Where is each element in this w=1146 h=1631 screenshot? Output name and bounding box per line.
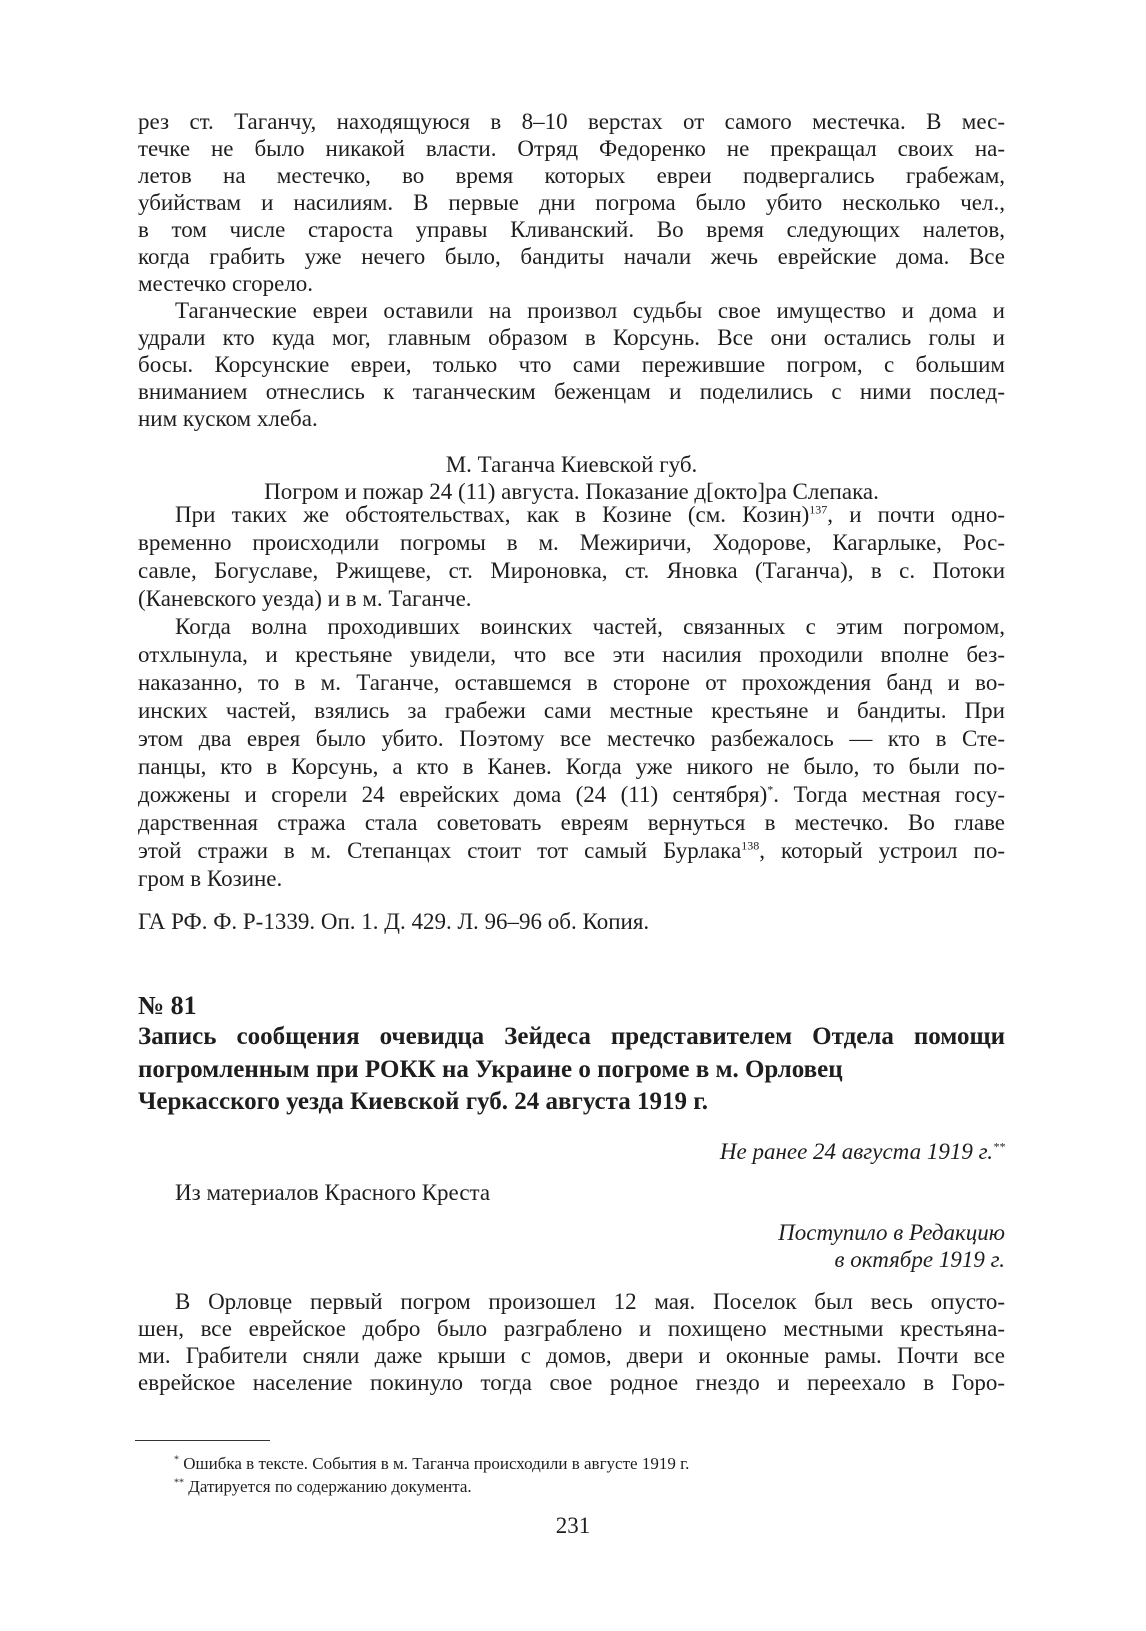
paragraph <box>138 501 1005 613</box>
footnote <box>174 1476 472 1498</box>
footnote-text: Ошибка в тексте. События в м. Таганча происходили в августе 1919 г. <box>179 1454 690 1473</box>
line-text: этой стражи в м. Степанцах стоит тот самый Бурлака <box>138 838 742 863</box>
heading-place: М. Таганча Киевской губ. <box>445 452 698 477</box>
text-line <box>138 557 1005 585</box>
text-line: местечко сгорело. <box>138 271 314 296</box>
title-line: Черкасского уезда Киевской губ. 24 августа 1919 г. <box>138 1088 709 1115</box>
title-line: погромленным при РОКК на Украине о погроме в м. Орловец <box>138 1055 843 1083</box>
document-title <box>138 1021 1005 1119</box>
text-line: течке не было никакой власти. Отряд Федоренко не прекращал своих на- <box>138 136 1005 161</box>
paragraph <box>138 613 1005 893</box>
text-line: В Орловце первый погром произошел 12 мая. Поселок был весь опусто- <box>175 1289 1005 1314</box>
footnote-ref: 138 <box>741 838 760 853</box>
footnote-mark: ** <box>174 1477 184 1489</box>
line-text: гром в Козине. <box>138 866 283 891</box>
text-line <box>138 501 1005 529</box>
text-line <box>138 753 1005 781</box>
text-line: еврейское население покинуло тогда свое родное гнездо и переехало в Горо- <box>138 1370 1005 1395</box>
title-line: Запись сообщения очевидца Зейдеса представителем Отдела помощи <box>138 1023 1005 1050</box>
body-text-section-2 <box>138 501 1005 893</box>
line-text: панцы, кто в Корсунь, а кто в Канев. Когда уже никого не было, то были по- <box>138 754 1005 779</box>
text-line: босы. Корсунские евреи, только что сами пережившие погром, с большим <box>138 352 1005 377</box>
line-text: савле, Богуславе, Ржищеве, ст. Мироновка, ст. Яновка (Таганча), в с. Потоки <box>138 558 1005 583</box>
source-citation: ГА РФ. Ф. Р-1339. Оп. 1. Д. 429. Л. 96–96 об. Копия. <box>138 909 650 934</box>
page-number: 231 <box>555 1513 591 1538</box>
text-line: рез ст. Таганчу, находящуюся в 8–10 верстах от самого местечка. В мес- <box>138 109 1005 134</box>
document-number <box>138 992 1005 1019</box>
footnote-ref: * <box>767 782 774 797</box>
line-text: этом два еврея было убито. Поэтому все местечко разбежалось — кто в Сте- <box>138 726 1005 751</box>
line-text: . Тогда местная госу- <box>773 782 1005 807</box>
text-line <box>138 697 1005 725</box>
text-line <box>138 837 1005 865</box>
line-text: , который устроил по- <box>759 838 1005 863</box>
text-line: летов на местечко, во время которых евреи подвергались грабежам, <box>138 163 1005 188</box>
text-line: когда грабить уже нечего было, бандиты начали жечь еврейские дома. Все <box>138 244 1005 269</box>
document-origin <box>138 1179 1005 1206</box>
paragraph <box>138 297 1005 432</box>
received-line: Поступило в Редакцию <box>778 1220 1005 1245</box>
text-line <box>138 641 1005 669</box>
line-text: отхлынула, и крестьяне увидели, что все эти насилия проходили вполне без- <box>138 642 1005 667</box>
line-text: наказанно, то в м. Таганче, оставшемся в стороне от прохождения банд и во- <box>138 670 1005 695</box>
document-number-text: № 81 <box>138 991 197 1020</box>
text-line: убийствам и насилиям. В первые дни погрома было убито несколько чел., <box>138 190 1005 215</box>
text-line <box>138 669 1005 697</box>
text-line <box>138 781 1005 809</box>
text-line: ми. Грабители сняли даже крыши с домов, двери и оконные рамы. Почти все <box>138 1343 1005 1368</box>
line-text: , и почти одно- <box>827 502 1005 527</box>
text-line <box>138 809 1005 837</box>
archive-source <box>138 908 1005 935</box>
origin-text: Из материалов Красного Креста <box>175 1180 491 1205</box>
footnote-divider <box>135 1440 270 1441</box>
line-text: инских частей, взялись за грабежи сами местные крестьяне и бандиты. При <box>138 698 1005 723</box>
text-line: шен, все еврейское добро было разграблено и похищено местными крестьяна- <box>138 1316 1005 1341</box>
text-line: ним куском хлеба. <box>138 406 318 431</box>
line-text: Когда волна проходивших воинских частей, связанных с этим погромом, <box>175 614 1005 639</box>
line-text: дарственная стража стала советовать евреям вернуться в местечко. Во главе <box>138 810 1005 835</box>
line-text: При таких же обстоятельствах, как в Козине (см. Козин) <box>175 502 810 527</box>
heading-subtitle: Погром и пожар 24 (11) августа. Показание д[окто]ра Слепака. <box>264 479 879 504</box>
text-line <box>138 865 1005 893</box>
footnote <box>174 1453 689 1475</box>
text-line <box>138 585 1005 613</box>
footnote-mark: * <box>174 1454 179 1466</box>
line-text: (Каневского уезда) и в м. Таганче. <box>138 586 472 611</box>
text-line <box>138 725 1005 753</box>
text-line: в том числе староста управы Кливанский. Во время следующих налетов, <box>138 217 1005 242</box>
line-text: временно происходили погромы в м. Межиричи, Ходорове, Кагарлыке, Рос- <box>138 530 1005 555</box>
text-line: Таганческие евреи оставили на произвол судьбы свое имущество и дома и <box>175 298 1005 323</box>
body-text-section-3 <box>138 1288 1005 1396</box>
footnote-text: Датируется по содержанию документа. <box>184 1477 472 1496</box>
received-note <box>138 1219 1005 1273</box>
document-date <box>138 1138 1005 1165</box>
footnote-ref: ** <box>993 1139 1005 1154</box>
text-line <box>138 529 1005 557</box>
text-line: удрали кто куда мог, главным образом в Корсунь. Все они остались голы и <box>138 325 1005 350</box>
body-text-section-1 <box>138 108 1005 432</box>
paragraph <box>138 108 1005 297</box>
received-line: в октябре 1919 г. <box>834 1247 1005 1272</box>
testimony-heading <box>138 451 1005 505</box>
date-text: Не ранее 24 августа 1919 г. <box>719 1139 993 1164</box>
text-line: вниманием отнеслись к таганческим беженцам и поделились с ними послед- <box>138 379 1005 404</box>
line-text: дожжены и сгорели 24 еврейских дома (24 (11) сентября) <box>138 782 768 807</box>
footnote-ref: 137 <box>809 502 828 517</box>
text-line <box>138 613 1005 641</box>
